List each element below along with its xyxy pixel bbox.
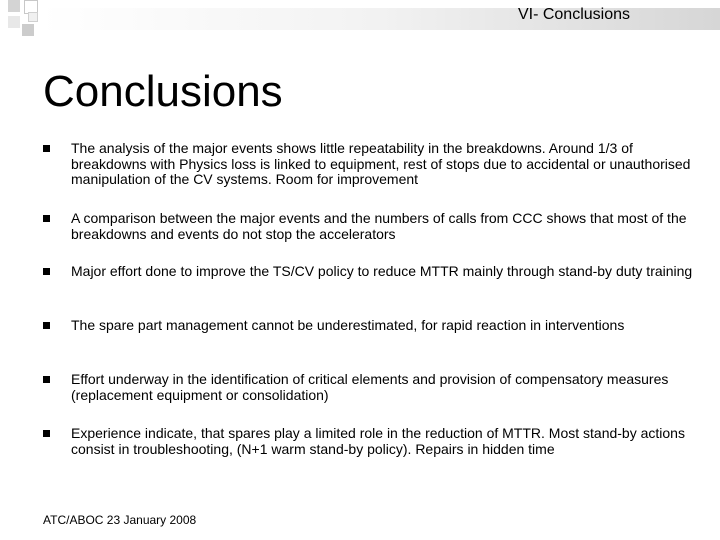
square-bullet-icon (43, 322, 50, 329)
decor-square (22, 24, 34, 36)
bullet-text: A comparison between the major events and the numbers of calls from CCC shows that most of the breakdowns and events do not stop the accelerators (71, 210, 687, 242)
decor-square (8, 16, 20, 28)
square-bullet-icon (43, 268, 50, 275)
bullet-text: The analysis of the major events shows little repeatability in the breakdowns. Around 1/3 of breakdowns with Physics loss is linked to equipment, rest of stops due to accidental or unauthorised manipulation of the CV systems. Room for improvement (71, 140, 691, 187)
footer-text: ATC/ABOC 23 January 2008 (43, 513, 197, 527)
square-bullet-icon (43, 430, 50, 437)
square-bullet-icon (43, 145, 50, 152)
bullet-text: Experience indicate, that spares play a limited role in the reduction of MTTR. Most stand-by actions consist in troubleshooting, (N+1 warm stand-by policy). Repairs in hidden time (71, 425, 685, 457)
bullet-text: Major effort done to improve the TS/CV policy to reduce MTTR mainly through stand-by duty training (71, 263, 693, 279)
section-title: VI- Conclusions (517, 6, 630, 23)
bullet-text: The spare part management cannot be underestimated, for rapid reaction in interventions (71, 317, 625, 333)
decor-square (28, 12, 38, 22)
page-title: Conclusions (43, 67, 283, 116)
bullet-text: Effort underway in the identification of critical elements and provision of compensatory measures (replacement equipment or consolidation) (71, 371, 669, 403)
square-bullet-icon (43, 215, 50, 222)
decor-square (8, 0, 20, 12)
square-bullet-icon (43, 376, 50, 383)
